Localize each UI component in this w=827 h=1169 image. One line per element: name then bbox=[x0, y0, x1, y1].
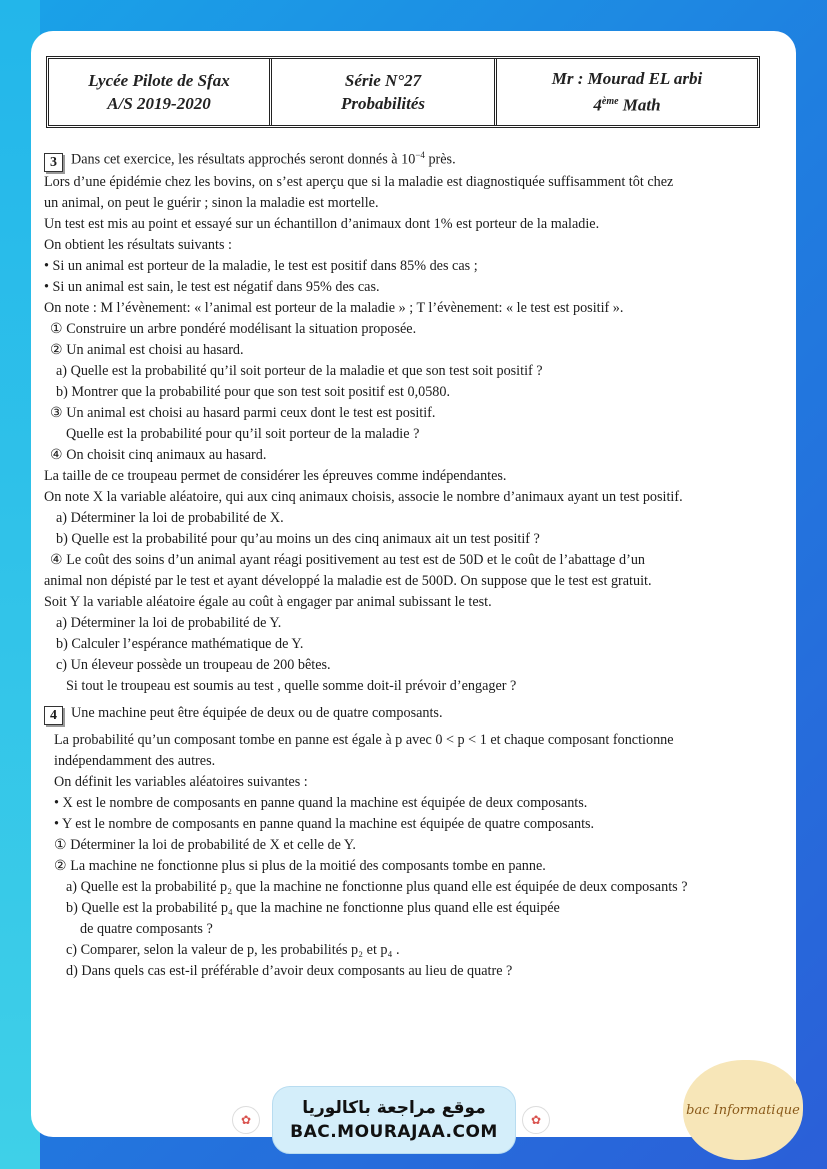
series-number: Série N°27 bbox=[344, 71, 422, 90]
school-name: Lycée Pilote de Sfax bbox=[88, 71, 230, 90]
footer-site-banner[interactable] bbox=[272, 1086, 516, 1154]
ex3-subquestion: b) Montrer que la probabilité pour que son test soit positif est 0,0580. bbox=[56, 384, 451, 400]
ex3-subquestion: Quelle est la probabilité pour qu’il soit porteur de la maladie ? bbox=[66, 426, 420, 442]
ex3-subquestion: a) Déterminer la loi de probabilité de Y. bbox=[56, 615, 282, 631]
ex3-line: • Si un animal est porteur de la maladie, le test est positif dans 85% des cas ; bbox=[44, 258, 478, 274]
ex4-line: On définit les variables aléatoires suivantes : bbox=[54, 774, 308, 790]
ex3-title: 3 Dans cet exercice, les résultats approchés seront donnés à $10^{-4}$ près. bbox=[44, 145, 764, 166]
ex3-line: On note X la variable aléatoire, qui aux cinq animaux choisis, associe le nombre d’animaux ayant un test positif. bbox=[44, 489, 683, 505]
bac-informatique-badge: bac Informatique bbox=[683, 1060, 803, 1160]
ex4-line: • Y est le nombre de composants en panne quand la machine est équipée de quatre composants. bbox=[54, 816, 595, 832]
site-logo-left-icon: ✿ bbox=[232, 1106, 260, 1134]
exercise-content bbox=[44, 145, 764, 982]
ex3-line: On note : M l’évènement: « l’animal est porteur de la maladie » ; T l’évènement: « le test est positif ». bbox=[44, 300, 624, 316]
header-school-cell bbox=[49, 59, 269, 125]
ex3-line: Un test est mis au point et essayé sur un échantillon d’animaux dont 1% est porteur de la maladie. bbox=[44, 216, 600, 232]
ex3-question: ① Construire un arbre pondéré modélisant la situation proposée. bbox=[50, 321, 417, 337]
ex4-line: La probabilité qu’un composant tombe en panne est égale à p avec 0 < p < 1 et chaque composant fonctionne bbox=[54, 732, 674, 748]
ex4-title: 4 Une machine peut être équipée de deux ou de quatre composants. bbox=[44, 703, 764, 724]
ex4-subquestion: de quatre composants ? bbox=[80, 921, 213, 937]
ex4-line: • X est le nombre de composants en panne quand la machine est équipée de deux composants. bbox=[54, 795, 588, 811]
ex3-question: ④ On choisit cinq animaux au hasard. bbox=[50, 447, 267, 463]
ex3-line: Soit Y la variable aléatoire égale au coût à engager par animal subissant le test. bbox=[44, 594, 492, 610]
class-level: 4ème Math bbox=[593, 95, 661, 115]
ex4-number: 4 bbox=[44, 706, 63, 725]
ex3-subquestion: c) Un éleveur possède un troupeau de 200 bêtes. bbox=[56, 657, 331, 673]
ex4-subquestion: c) Comparer, selon la valeur de p, les probabilités p₂ et p₄ . bbox=[66, 942, 400, 958]
header-teacher-cell bbox=[494, 59, 757, 125]
ex3-line: Lors d’une épidémie chez les bovins, on s’est aperçu que si la maladie est diagnostiquée suffisamment tôt chez bbox=[44, 174, 674, 190]
ex4-subquestion: b) Quelle est la probabilité p₄ que la machine ne fonctionne plus quand elle est équipée bbox=[66, 900, 560, 916]
series-subject: Probabilités bbox=[340, 94, 426, 113]
header-series-cell bbox=[269, 59, 494, 125]
ex3-subquestion: a) Déterminer la loi de probabilité de X. bbox=[56, 510, 284, 526]
footer-arabic-title: موقع مراجعة باكالوريا bbox=[302, 1098, 486, 1118]
school-year: A/S 2019-2020 bbox=[107, 94, 211, 113]
ex3-line: animal non dépisté par le test et ayant développé la maladie est de 500D. On suppose que le test est gratuit. bbox=[44, 573, 652, 589]
ex3-subquestion: a) Quelle est la probabilité qu’il soit porteur de la maladie et que son test soit positif ? bbox=[56, 363, 543, 379]
ex3-line: un animal, on peut le guérir ; sinon la maladie est mortelle. bbox=[44, 195, 379, 211]
site-logo-right-icon: ✿ bbox=[522, 1106, 550, 1134]
ex3-line: La taille de ce troupeau permet de considérer les épreuves comme indépendantes. bbox=[44, 468, 507, 484]
ex3-subquestion: b) Calculer l’espérance mathématique de Y. bbox=[56, 636, 304, 652]
teacher-name: Mr : Mourad EL arbi bbox=[551, 69, 703, 89]
ex3-question: ② Un animal est choisi au hasard. bbox=[50, 342, 244, 358]
ex4-line: indépendamment des autres. bbox=[54, 753, 216, 769]
ex3-line: On obtient les résultats suivants : bbox=[44, 237, 232, 253]
ex4-question: ② La machine ne fonctionne plus si plus de la moitié des composants tombe en panne. bbox=[54, 858, 546, 874]
ex4-question: ① Déterminer la loi de probabilité de X et celle de Y. bbox=[54, 837, 356, 853]
ex3-question: ③ Un animal est choisi au hasard parmi ceux dont le test est positif. bbox=[50, 405, 436, 421]
ex4-subquestion: a) Quelle est la probabilité p₂ que la machine ne fonctionne plus quand elle est équipée de deux composants ? bbox=[66, 879, 688, 895]
footer-url-link[interactable]: BAC.MOURAJAA.COM bbox=[290, 1122, 498, 1142]
ex3-question: ④ Le coût des soins d’un animal ayant réagi positivement au test est de 50D et le coût de l’abattage d’un bbox=[50, 552, 646, 568]
ex3-number: 3 bbox=[44, 153, 63, 172]
ex4-subquestion: d) Dans quels cas est-il préférable d’avoir deux composants au lieu de quatre ? bbox=[66, 963, 513, 979]
ex3-line: • Si un animal est sain, le test est négatif dans 95% des cas. bbox=[44, 279, 380, 295]
ex3-subquestion: Si tout le troupeau est soumis au test , quelle somme doit-il prévoir d’engager ? bbox=[66, 678, 517, 694]
ex3-subquestion: b) Quelle est la probabilité pour qu’au moins un des cinq animaux ait un test positif ? bbox=[56, 531, 540, 547]
header-table bbox=[46, 56, 760, 128]
